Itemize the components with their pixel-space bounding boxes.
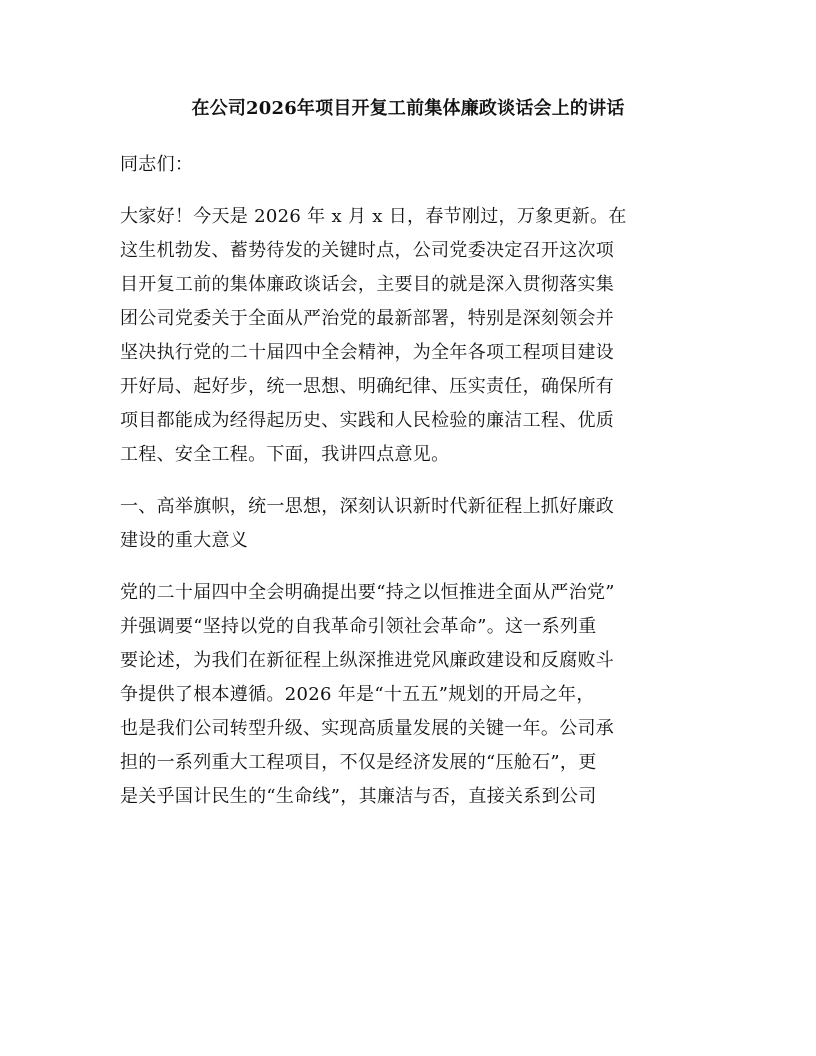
paragraph-2-line-6: 担的一系列重大工程项目，不仅是经济发展的“压舱石”，更 [120,752,597,773]
paragraph-1-line-5: 坚决执行党的二十届四中全会精神，为全年各项工程项目建设 [120,342,615,363]
paragraph-2-line-5: 也是我们公司转型升级、实现高质量发展的关键一年。公司承 [120,718,615,739]
paragraph-1-line-2: 这生机勃发、蓄势待发的关键时点，公司党委决定召开这次项 [120,240,615,261]
section-heading-1-line-1: 一、高举旗帜，统一思想，深刻认识新时代新征程上抓好廉政 [120,496,615,517]
paragraph-2-line-2: 并强调要“坚持以党的自我革命引领社会革命”。这一系列重 [120,616,597,637]
paragraph-2-line-7: 是关乎国计民生的“生命线”，其廉洁与否，直接关系到公司 [120,786,597,807]
salutation: 同志们： [120,154,194,175]
paragraph-1-line-7: 项目都能成为经得起历史、实践和人民检验的廉洁工程、优质 [120,410,615,431]
document-title: 在公司2026年项目开复工前集体廉政谈话会上的讲话 [191,98,625,119]
paragraph-2-line-3: 要论述，为我们在新征程上纵深推进党风廉政建设和反腐败斗 [120,650,615,671]
paragraph-2-line-4: 争提供了根本遵循。2026 年是“十五五”规划的开局之年， [120,684,595,705]
paragraph-2-line-1: 党的二十届四中全会明确提出要“持之以恒推进全面从严治党” [120,582,615,603]
paragraph-1-line-1: 大家好！今天是 2026 年 x 月 x 日，春节刚过，万象更新。在 [120,206,627,227]
paragraph-1-line-3: 目开复工前的集体廉政谈话会，主要目的就是深入贯彻落实集 [120,274,615,295]
paragraph-1-line-4: 团公司党委关于全面从严治党的最新部署，特别是深刻领会并 [120,308,615,329]
paragraph-1-line-6: 开好局、起好步，统一思想、明确纪律、压实责任，确保所有 [120,376,615,397]
paragraph-1-line-8: 工程、安全工程。下面，我讲四点意见。 [120,444,450,465]
section-heading-1-line-2: 建设的重大意义 [120,530,249,551]
